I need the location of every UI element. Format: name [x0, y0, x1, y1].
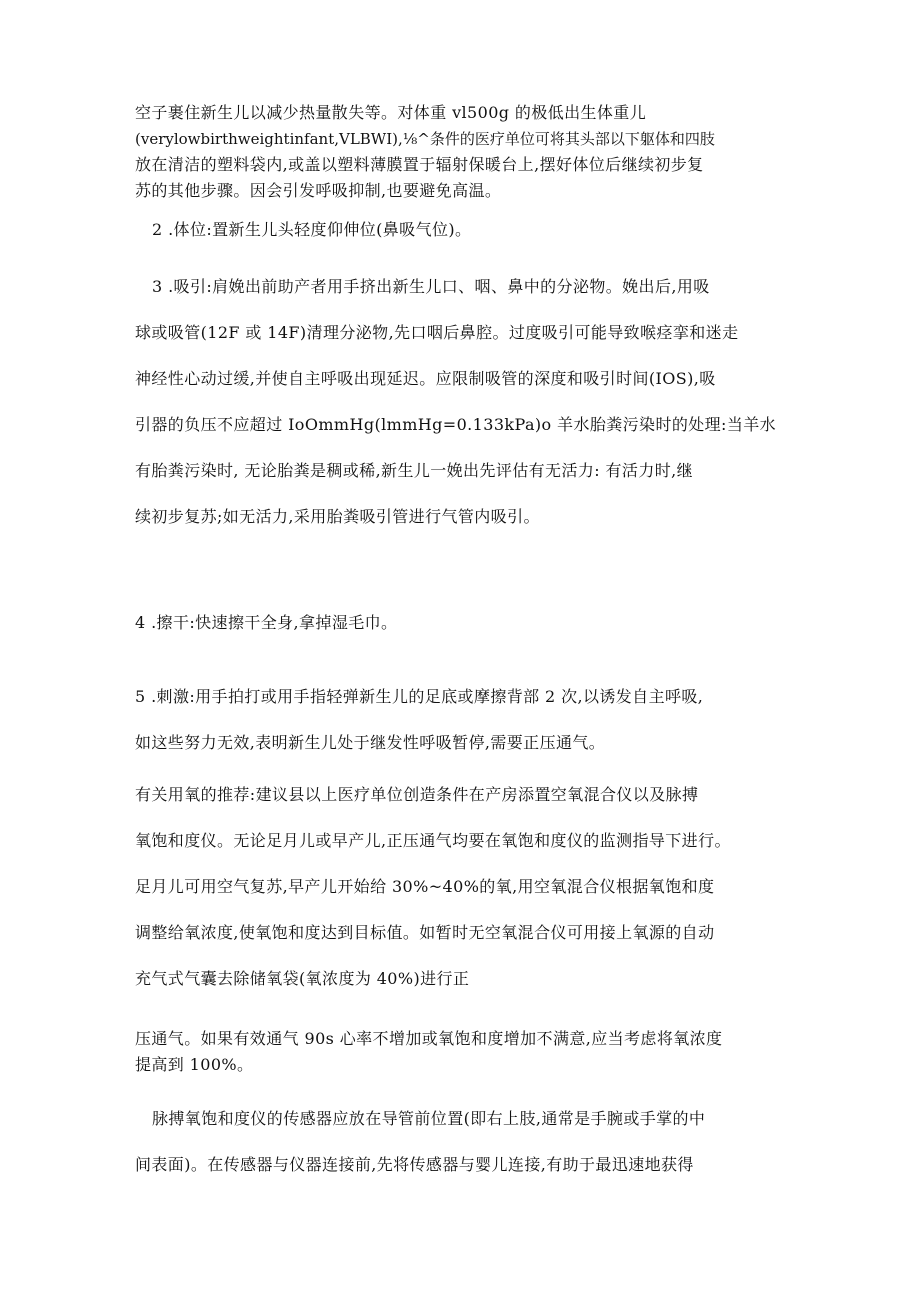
text-line: 续初步复苏;如无活力,采用胎粪吸引管进行气管内吸引。: [135, 507, 540, 526]
text-line: 2 .体位:置新生儿头轻度仰伸位(鼻吸气位)。: [152, 220, 472, 239]
text-line: 有关用氧的推荐:建议县以上医疗单位创造条件在产房添置空氧混合仪以及脉搏: [135, 785, 699, 804]
paragraph-stimulation: [135, 674, 795, 766]
text-line: 4 .擦干:快速擦干全身,拿掉湿毛巾。: [135, 613, 398, 632]
text-line: 放在清洁的塑料袋内,或盖以塑料薄膜置于辐射保暖台上,摆好体位后继续初步复: [135, 155, 704, 174]
text-line: 空子裹住新生儿以减少热量散失等。对体重 vl500g 的极低出生体重儿: [135, 103, 647, 122]
text-line: 氧饱和度仪。无论足月儿或早产儿,正压通气均要在氧饱和度仪的监测指导下进行。: [135, 831, 731, 850]
text-line: 脉搏氧饱和度仪的传感器应放在导管前位置(即右上肢,通常是手腕或手掌的中: [152, 1109, 706, 1128]
paragraph-oximeter-sensor: [135, 1096, 812, 1188]
text-line: 足月儿可用空气复苏,早产儿开始给 30%~40%的氧,用空氧混合仪根据氧饱和度: [135, 877, 715, 896]
text-line: 有胎粪污染时, 无论胎粪是稠或稀,新生儿一娩出先评估有无活力: 有活力时,继: [135, 461, 694, 480]
text-line: 球或吸管(12F 或 14F)清理分泌物,先口咽后鼻腔。过度吸引可能导致喉痉挛和迷走: [135, 323, 739, 342]
paragraph-oxygen: [135, 772, 795, 1002]
text-line: 调整给氧浓度,使氧饱和度达到目标值。如暂时无空氧混合仪可用接上氧源的自动: [135, 923, 715, 942]
paragraph-drying: [135, 610, 795, 636]
text-line: 3 .吸引:肩娩出前助产者用手挤出新生儿口、咽、鼻中的分泌物。娩出后,用吸: [152, 277, 710, 296]
text-line: 引器的负压不应超过 IoOmmHg(lmmHg=0.133kPa)o 羊水胎粪污染时的处理:当羊水: [135, 415, 777, 434]
paragraph-suction: [135, 264, 812, 540]
text-line: 神经性心动过缓,并使自主呼吸出现延迟。应限制吸管的深度和吸引时间(IOS),吸: [135, 369, 716, 388]
text-line: 苏的其他步骤。因会引发呼吸抑制,也要避免高温。: [135, 181, 502, 200]
text-line: 压通气。如果有效通气 90s 心率不增加或氧饱和度增加不满意,应当考虑将氧浓度: [135, 1029, 723, 1048]
text-line: 充气式气囊去除储氧袋(氧浓度为 40%)进行正: [135, 969, 470, 988]
text-line: 提高到 100%。: [135, 1055, 254, 1074]
paragraph-warming: [135, 100, 795, 204]
text-line: 5 .刺激:用手拍打或用手指轻弹新生儿的足底或摩擦背部 2 次,以诱发自主呼吸,: [135, 687, 704, 706]
text-line: 间表面)。在传感器与仪器连接前,先将传感器与婴儿连接,有助于最迅速地获得: [135, 1155, 694, 1174]
text-line: (verylowbirthweightinfant,VLBWI),⅛^条件的医疗单位可将其头部以下躯体和四肢: [135, 130, 715, 148]
text-line: 如这些努力无效,表明新生儿处于继发性呼吸暂停,需要正压通气。: [135, 733, 606, 752]
paragraph-position: [135, 217, 812, 243]
paragraph-oxygen-continued: [135, 1026, 795, 1078]
